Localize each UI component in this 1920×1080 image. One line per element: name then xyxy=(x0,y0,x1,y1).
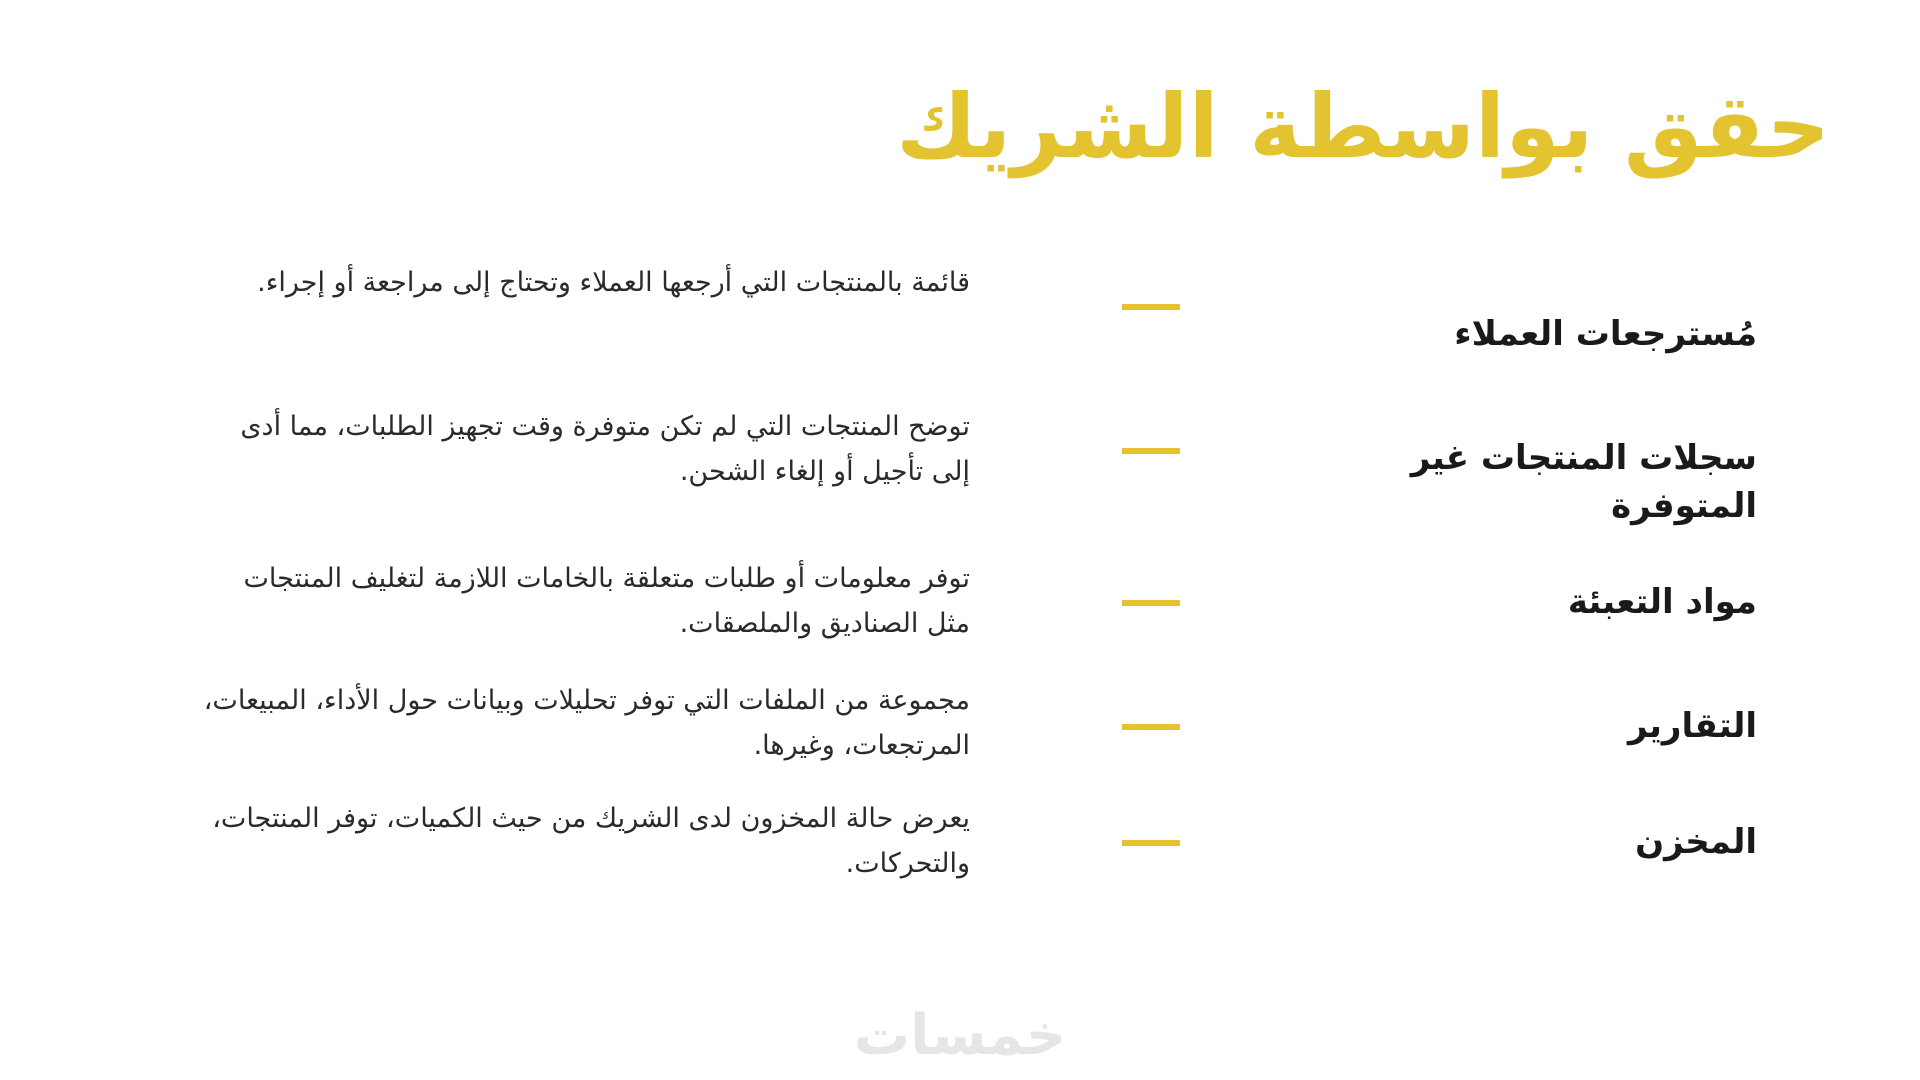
item-description: توفر معلومات أو طلبات متعلقة بالخامات اللازمة لتغليف المنتجات مثل الصناديق والملصقات. xyxy=(243,563,970,639)
slide-title: حقق بواسطة الشريك xyxy=(896,75,1830,178)
list-item-reports xyxy=(0,685,1920,810)
item-label: سجلات المنتجات غير المتوفرة xyxy=(1410,438,1757,526)
list-item-warehouse xyxy=(0,803,1920,926)
item-label: مُسترجعات العملاء xyxy=(1454,314,1757,354)
accent-dash xyxy=(1122,840,1180,846)
list-item-out-of-stock-records xyxy=(0,412,1920,532)
item-description: مجموعة من الملفات التي توفر تحليلات وبيانات حول الأداء، المبيعات، المرتجعات، وغيرها. xyxy=(203,685,970,761)
item-label: التقارير xyxy=(1627,706,1757,746)
accent-dash xyxy=(1122,724,1180,730)
item-description: توضح المنتجات التي لم تكن متوفرة وقت تجهيز الطلبات، مما أدى إلى تأجيل أو إلغاء الشحن. xyxy=(240,411,970,487)
item-description: يعرض حالة المخزون لدى الشريك من حيث الكميات، توفر المنتجات، والتحركات. xyxy=(212,803,970,879)
accent-dash xyxy=(1122,448,1180,454)
accent-dash xyxy=(1122,600,1180,606)
list-item-customer-returns xyxy=(0,267,1920,390)
item-label: مواد التعبئة xyxy=(1567,582,1757,622)
item-label: المخزن xyxy=(1635,822,1757,862)
list-item-packaging-materials xyxy=(0,563,1920,686)
khamsat-logo-watermark: خمسات xyxy=(853,1003,1067,1068)
accent-dash xyxy=(1122,304,1180,310)
item-description: قائمة بالمنتجات التي أرجعها العملاء وتحتاج إلى مراجعة أو إجراء. xyxy=(257,267,970,298)
